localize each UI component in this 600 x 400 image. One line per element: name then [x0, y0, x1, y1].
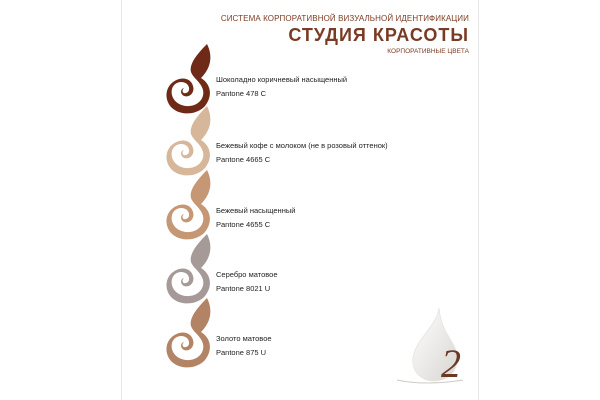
page-title: СТУДИЯ КРАСОТЫ	[288, 25, 469, 45]
color-swatch-gold	[163, 296, 215, 370]
color-label-1	[216, 75, 476, 100]
section-subtitle: КОРПОРАТИВНЫЕ ЦВЕТА	[387, 48, 469, 55]
color-name: Золото матовое	[216, 334, 272, 343]
header-kicker: СИСТЕМА КОРПОРАТИВНОЙ ВИЗУАЛЬНОЙ ИДЕНТИФИКАЦИИ	[220, 14, 469, 23]
color-name: Серебро матовое	[216, 270, 278, 279]
page-header	[221, 14, 469, 55]
color-name: Бежевый кофе с молоком (не в розовый оттенок)	[216, 141, 388, 150]
brand-guide-page	[121, 0, 479, 400]
pantone-code: Pantone 478 C	[216, 89, 267, 98]
color-swatch-beige-rich	[163, 168, 215, 242]
color-label-4	[216, 270, 476, 295]
color-swatch-beige-coffee	[163, 104, 215, 178]
color-label-2	[216, 141, 476, 166]
swirl-icon	[163, 168, 215, 242]
color-name: Шоколадно коричневый насыщенный	[216, 75, 348, 84]
swirl-icon	[163, 296, 215, 370]
pantone-code: Pantone 8021 U	[216, 284, 271, 293]
pantone-code: Pantone 4665 C	[216, 155, 271, 164]
pantone-code: Pantone 4655 C	[216, 220, 271, 229]
swirl-icon	[163, 104, 215, 178]
color-swatch-silver	[163, 232, 215, 306]
page-number: 2	[441, 341, 461, 386]
pantone-code: Pantone 875 U	[216, 348, 267, 357]
color-label-3	[216, 206, 476, 231]
color-name: Бежевый насыщенный	[216, 206, 296, 215]
swirl-icon	[163, 232, 215, 306]
